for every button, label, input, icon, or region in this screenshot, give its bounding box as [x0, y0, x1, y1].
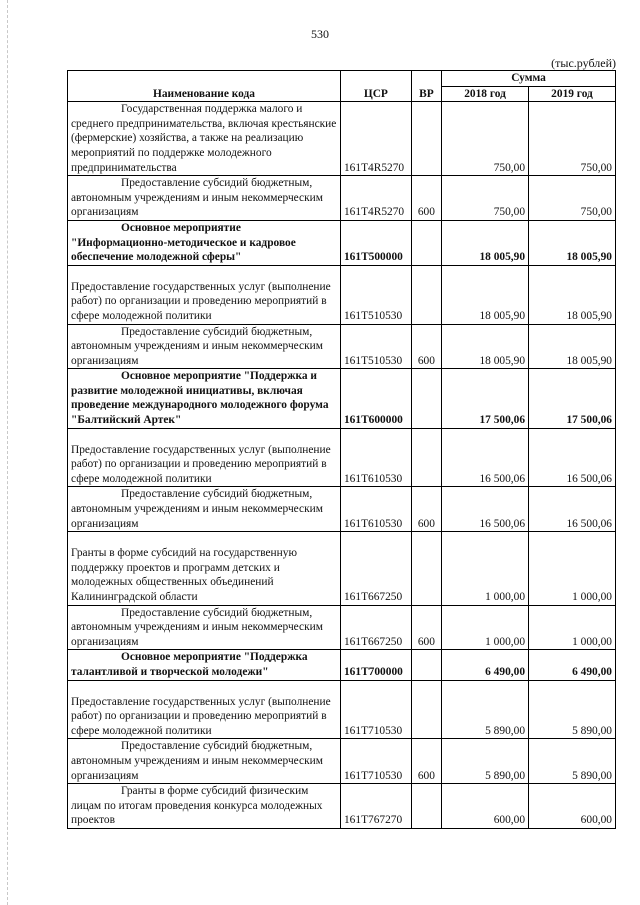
row-name-cell: Основное мероприятие "Поддержка и развитие молодежной инициативы, включая проведение международного молодежного форума "Балтийский Артек": [68, 369, 341, 428]
row-csr-cell: 161T667250: [340, 532, 411, 605]
units-label: (тыс.рублей): [551, 56, 616, 70]
row-csr-cell: 161T4R5270: [340, 176, 411, 221]
row-2018-cell: 16 500,06: [442, 428, 529, 487]
row-vr-cell: [411, 650, 441, 680]
row-2018-cell: 18 005,90: [442, 265, 529, 324]
row-2018-cell: 750,00: [442, 102, 529, 176]
budget-table: [67, 70, 616, 829]
header-sum: Сумма: [442, 71, 616, 87]
row-csr-cell: 161T710530: [340, 680, 411, 739]
row-vr-cell: [411, 680, 441, 739]
row-vr-cell: [411, 220, 441, 265]
row-name-text: Гранты в форме субсидий на государственную поддержку проектов и программ детских и молодежных общественных объединений Калининградской области: [71, 547, 297, 603]
row-spacer: [71, 429, 337, 443]
row-name-cell: Государственная поддержка малого и среднего предпринимательства, включая крестьянские (фермерские) хозяйства, а также на реализацию мероприятий по поддержке молодежного предпринимательства: [68, 102, 341, 176]
row-name-cell: Гранты в форме субсидий физическим лицам по итогам проведения конкурса молодежных проектов: [68, 784, 341, 829]
row-2019-cell: 1 000,00: [529, 532, 616, 605]
row-csr-cell: 161T510530: [340, 265, 411, 324]
row-2018-cell: 1 000,00: [442, 532, 529, 605]
page-number: 530: [311, 27, 329, 41]
row-csr-cell: 161T500000: [340, 220, 411, 265]
row-2019-cell: 5 890,00: [529, 739, 616, 784]
row-2019-cell: 18 005,90: [529, 324, 616, 369]
header-2018: 2018 год: [442, 86, 529, 102]
row-csr-cell: 161T667250: [340, 605, 411, 650]
row-name-cell: [68, 265, 341, 324]
table-row: [68, 605, 616, 650]
row-name-cell: Предоставление субсидий бюджетным, автономным учреждениям и иным некоммерческим организациям: [68, 739, 341, 784]
row-2018-cell: 5 890,00: [442, 739, 529, 784]
row-2018-cell: 16 500,06: [442, 487, 529, 532]
row-csr-cell: 161T610530: [340, 428, 411, 487]
table-row: [68, 739, 616, 784]
row-csr-cell: 161T710530: [340, 739, 411, 784]
table-row: [68, 102, 616, 176]
row-2019-cell: 750,00: [529, 176, 616, 221]
row-2018-cell: 600,00: [442, 784, 529, 829]
header-csr: ЦСР: [340, 71, 411, 102]
table-row: [68, 532, 616, 605]
row-csr-cell: 161T767270: [340, 784, 411, 829]
row-2018-cell: 18 005,90: [442, 220, 529, 265]
table-row: [68, 324, 616, 369]
row-vr-cell: [411, 428, 441, 487]
row-2019-cell: 6 490,00: [529, 650, 616, 680]
row-name-cell: Основное мероприятие "Поддержка талантливой и творческой молодежи": [68, 650, 341, 680]
row-2019-cell: 18 005,90: [529, 265, 616, 324]
row-2018-cell: 18 005,90: [442, 324, 529, 369]
header-name: Наименование кода: [68, 71, 341, 102]
row-name-cell: [68, 680, 341, 739]
row-name-text: Предоставление государственных услуг (выполнение работ) по организации и проведению мероприятий в сфере молодежной политики: [71, 443, 331, 485]
row-vr-cell: [411, 532, 441, 605]
table-body: [68, 102, 616, 829]
row-name-cell: Предоставление субсидий бюджетным, автономным учреждениям и иным некоммерческим организациям: [68, 176, 341, 221]
row-2019-cell: 18 005,90: [529, 220, 616, 265]
row-vr-cell: 600: [411, 605, 441, 650]
row-2018-cell: 750,00: [442, 176, 529, 221]
table-row: [68, 487, 616, 532]
row-csr-cell: 161T4R5270: [340, 102, 411, 176]
table-row: [68, 650, 616, 680]
row-csr-cell: 161T510530: [340, 324, 411, 369]
row-name-cell: Предоставление субсидий бюджетным, автономным учреждениям и иным некоммерческим организациям: [68, 487, 341, 532]
table-row: [68, 220, 616, 265]
row-spacer: [71, 266, 337, 280]
row-2018-cell: 1 000,00: [442, 605, 529, 650]
row-2018-cell: 17 500,06: [442, 369, 529, 428]
table-row: [68, 784, 616, 829]
row-name-text: Предоставление государственных услуг (выполнение работ) по организации и проведению мероприятий в сфере молодежной политики: [71, 280, 331, 322]
row-name-text: Предоставление государственных услуг (выполнение работ) по организации и проведению мероприятий в сфере молодежной политики: [71, 695, 331, 737]
row-name-cell: [68, 532, 341, 605]
row-vr-cell: 600: [411, 487, 441, 532]
row-vr-cell: [411, 102, 441, 176]
row-2019-cell: 16 500,06: [529, 428, 616, 487]
row-csr-cell: 161T610530: [340, 487, 411, 532]
row-2018-cell: 5 890,00: [442, 680, 529, 739]
row-vr-cell: [411, 265, 441, 324]
page-edge-line: [7, 0, 8, 905]
row-vr-cell: [411, 784, 441, 829]
row-spacer: [71, 532, 337, 546]
row-csr-cell: 161T700000: [340, 650, 411, 680]
row-vr-cell: 600: [411, 739, 441, 784]
header-row-top: [68, 71, 616, 87]
row-name-cell: Предоставление субсидий бюджетным, автономным учреждениям и иным некоммерческим организациям: [68, 324, 341, 369]
row-vr-cell: [411, 369, 441, 428]
header-vr: ВР: [411, 71, 441, 102]
row-name-cell: Предоставление субсидий бюджетным, автономным учреждениям и иным некоммерческим организациям: [68, 605, 341, 650]
table-row: [68, 680, 616, 739]
row-2018-cell: 6 490,00: [442, 650, 529, 680]
row-2019-cell: 5 890,00: [529, 680, 616, 739]
header-2019: 2019 год: [529, 86, 616, 102]
row-vr-cell: 600: [411, 324, 441, 369]
row-name-cell: Основное мероприятие "Информационно-методическое и кадровое обеспечение молодежной сферы": [68, 220, 341, 265]
row-2019-cell: 1 000,00: [529, 605, 616, 650]
row-name-cell: [68, 428, 341, 487]
row-vr-cell: 600: [411, 176, 441, 221]
row-2019-cell: 17 500,06: [529, 369, 616, 428]
table-row: [68, 265, 616, 324]
row-2019-cell: 16 500,06: [529, 487, 616, 532]
row-csr-cell: 161T600000: [340, 369, 411, 428]
table-row: [68, 176, 616, 221]
row-spacer: [71, 681, 337, 695]
row-2019-cell: 750,00: [529, 102, 616, 176]
table-row: [68, 428, 616, 487]
row-2019-cell: 600,00: [529, 784, 616, 829]
table-row: [68, 369, 616, 428]
